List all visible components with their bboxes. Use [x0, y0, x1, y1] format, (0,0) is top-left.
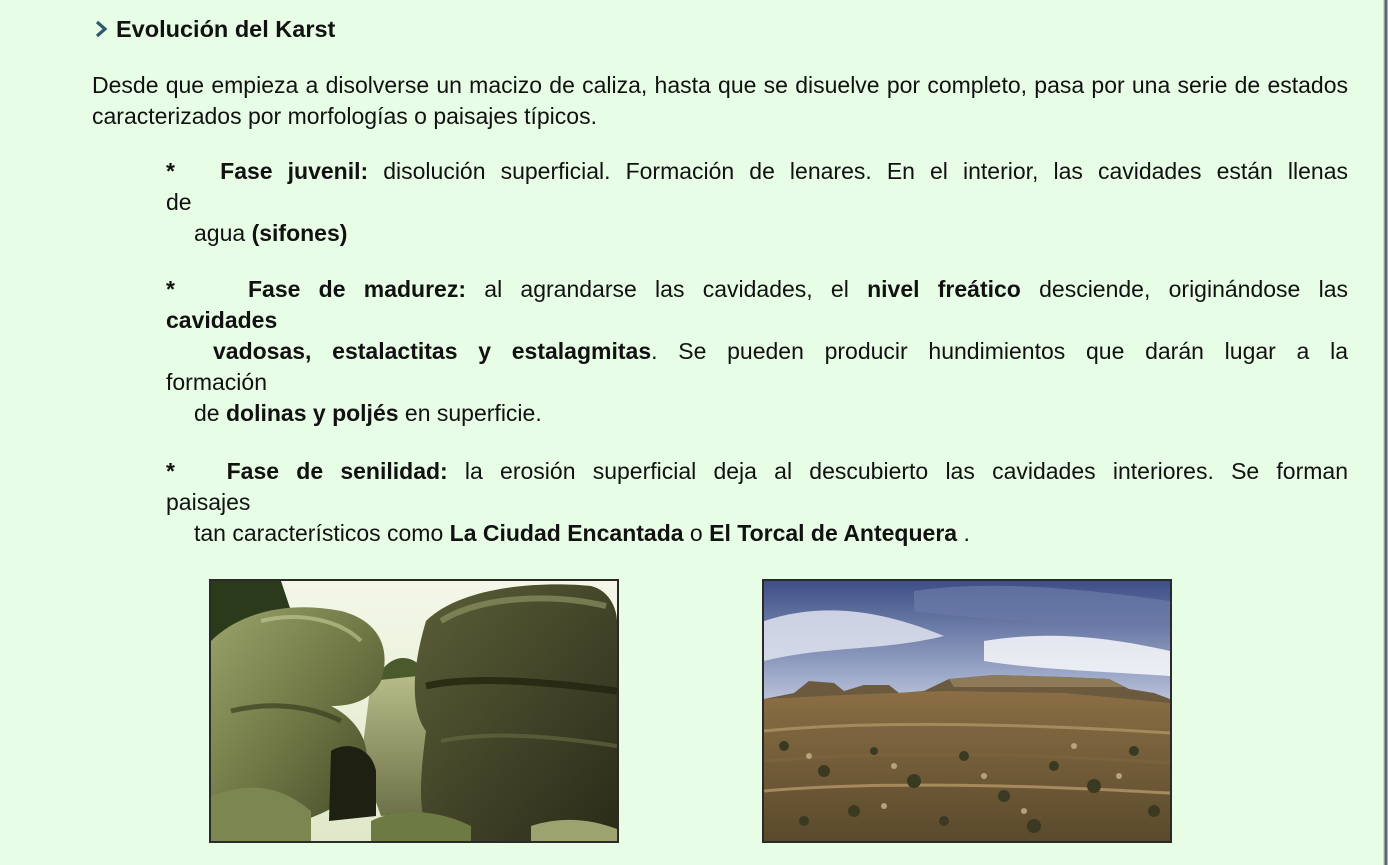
chevron-right-icon	[92, 18, 112, 40]
phase-text: la erosión superficial deja al descubierto las cavidades interiores. Se forman	[447, 458, 1349, 484]
section-title: Evolución del Karst	[116, 15, 336, 42]
phase-term: nivel freático	[867, 276, 1021, 302]
phase-term: cavidades	[166, 307, 278, 333]
photo-torcal-antequera	[762, 579, 1172, 843]
place-name: El Torcal de Antequera	[709, 520, 958, 546]
phase-text: disolución superficial. Formación de lenares. En el interior, las cavidades están llenas	[368, 158, 1348, 184]
phase-text: desciende, originándose las	[1020, 276, 1348, 302]
phase-text: formación	[166, 369, 267, 395]
phase-term: (sifones)	[251, 220, 348, 246]
phase-text: o	[683, 520, 710, 546]
phase-text: de	[166, 189, 192, 215]
phase-term: dolinas y poljés	[225, 400, 399, 426]
phase-text: al agrandarse las cavidades, el	[466, 276, 868, 302]
section-heading	[92, 14, 335, 44]
phase-senilidad	[166, 456, 1348, 549]
phase-text: tan característicos como	[194, 520, 450, 546]
place-name: La Ciudad Encantada	[449, 520, 684, 546]
bullet-star: *	[166, 276, 175, 302]
intro-paragraph: Desde que empieza a disolverse un macizo de caliza, hasta que se disuelve por completo, pasa por una serie de estados caracterizados por morfologías o paisajes típicos.	[92, 72, 1348, 129]
phase-text: paisajes	[166, 489, 251, 515]
phase-text: . Se pueden producir hundimientos que darán lugar a la	[651, 338, 1348, 364]
phase-name: Fase de senilidad:	[226, 458, 448, 484]
page-right-border	[1383, 0, 1388, 865]
phase-name: Fase juvenil:	[220, 158, 369, 184]
phase-madurez	[166, 274, 1348, 429]
phase-text: agua	[194, 220, 252, 246]
bullet-star: *	[166, 158, 175, 184]
bullet-star: *	[166, 458, 175, 484]
photo-ciudad-encantada	[209, 579, 619, 843]
phase-text: en superficie.	[398, 400, 542, 426]
phase-text: .	[957, 520, 970, 546]
phase-juvenil	[166, 156, 1348, 249]
phase-term: vadosas, estalactitas y estalagmitas	[213, 338, 652, 364]
phase-text: de	[194, 400, 226, 426]
phase-name: Fase de madurez:	[247, 276, 467, 302]
